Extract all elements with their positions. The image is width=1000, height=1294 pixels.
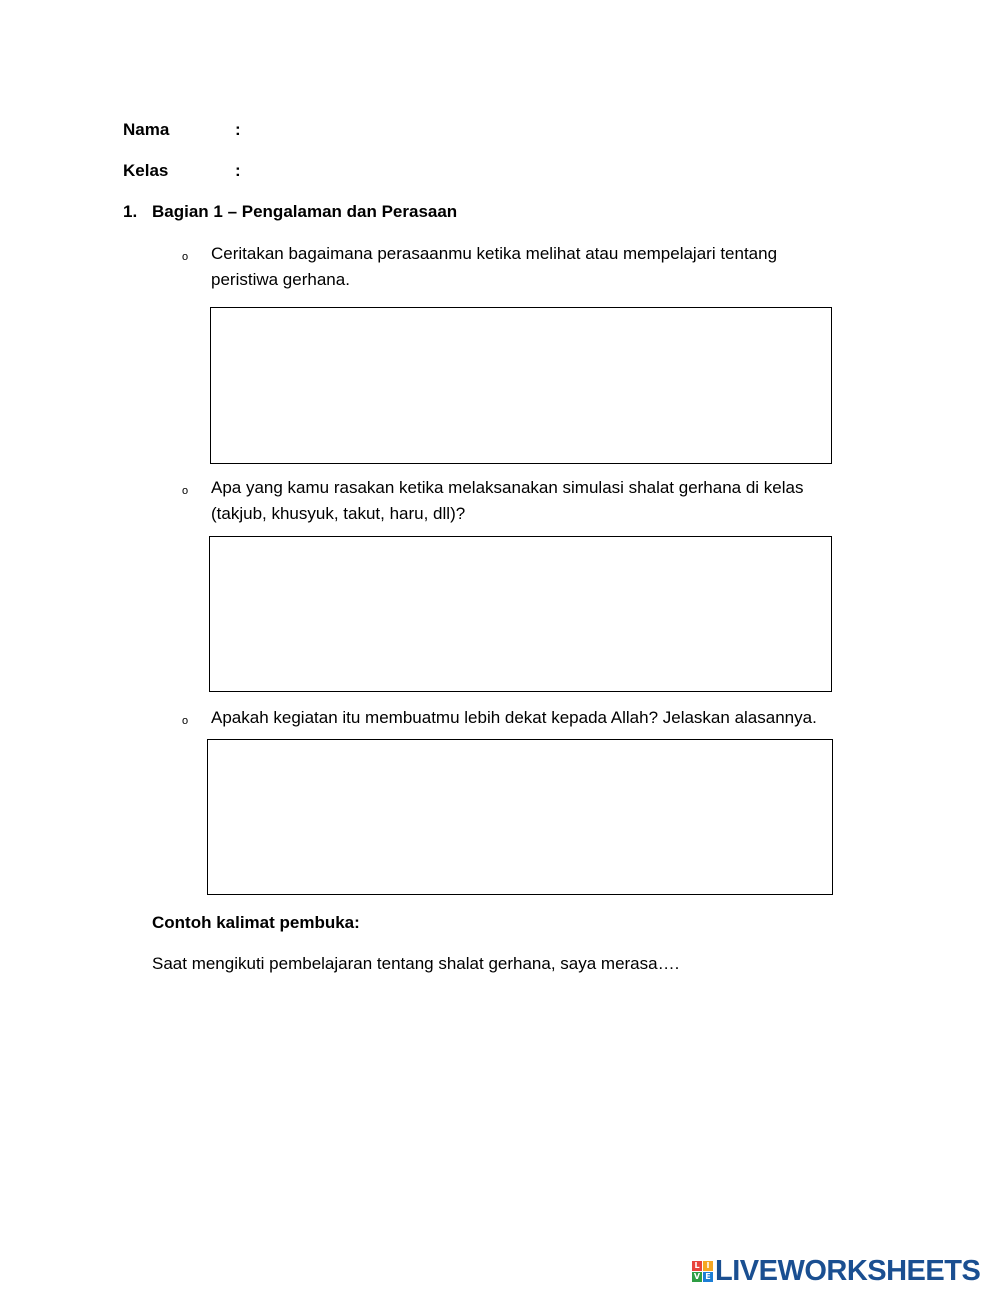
logo-mark-icon [692,1261,713,1282]
question-1-line-2: peristiwa gerhana. [211,270,350,289]
logo-mark-letter: V [693,1271,701,1281]
answer-box-1[interactable] [210,307,832,464]
logo-mark-letter: I [703,1261,713,1271]
logo-mark-letter: E [703,1272,713,1282]
question-2-line-2: (takjub, khusyuk, takut, haru, dll)? [211,504,466,523]
class-label: Kelas [123,161,169,180]
section-number: 1. [123,202,138,221]
answer-input-2[interactable] [210,537,831,691]
answer-box-2[interactable] [209,536,832,692]
question-3-line-1: Apakah kegiatan itu membuatmu lebih dekat kepada Allah? Jelaskan alasannya. [211,708,817,727]
answer-input-1[interactable] [211,308,831,463]
bullet-icon: o [182,251,189,263]
bullet-icon: o [182,715,189,727]
section-title: Bagian 1 – Pengalaman dan Perasaan [152,202,458,221]
question-1-line-1: Ceritakan bagaimana perasaanmu ketika melihat atau mempelajari tentang [211,244,778,263]
example-sentence: Saat mengikuti pembelajaran tentang shalat gerhana, saya merasa…. [152,954,680,973]
liveworksheets-logo [692,1256,980,1286]
logo-mark-letter: L [692,1261,702,1271]
answer-input-3[interactable] [208,740,832,894]
logo-text: LIVEWORKSHEETS [715,1255,981,1287]
question-2-line-1: Apa yang kamu rasakan ketika melaksanakan simulasi shalat gerhana di kelas [211,478,804,497]
example-heading: Contoh kalimat pembuka: [152,913,360,932]
name-separator: : [235,120,241,139]
bullet-icon: o [182,485,189,497]
class-separator: : [235,161,241,180]
name-label: Nama [123,120,170,139]
answer-box-3[interactable] [207,739,833,895]
